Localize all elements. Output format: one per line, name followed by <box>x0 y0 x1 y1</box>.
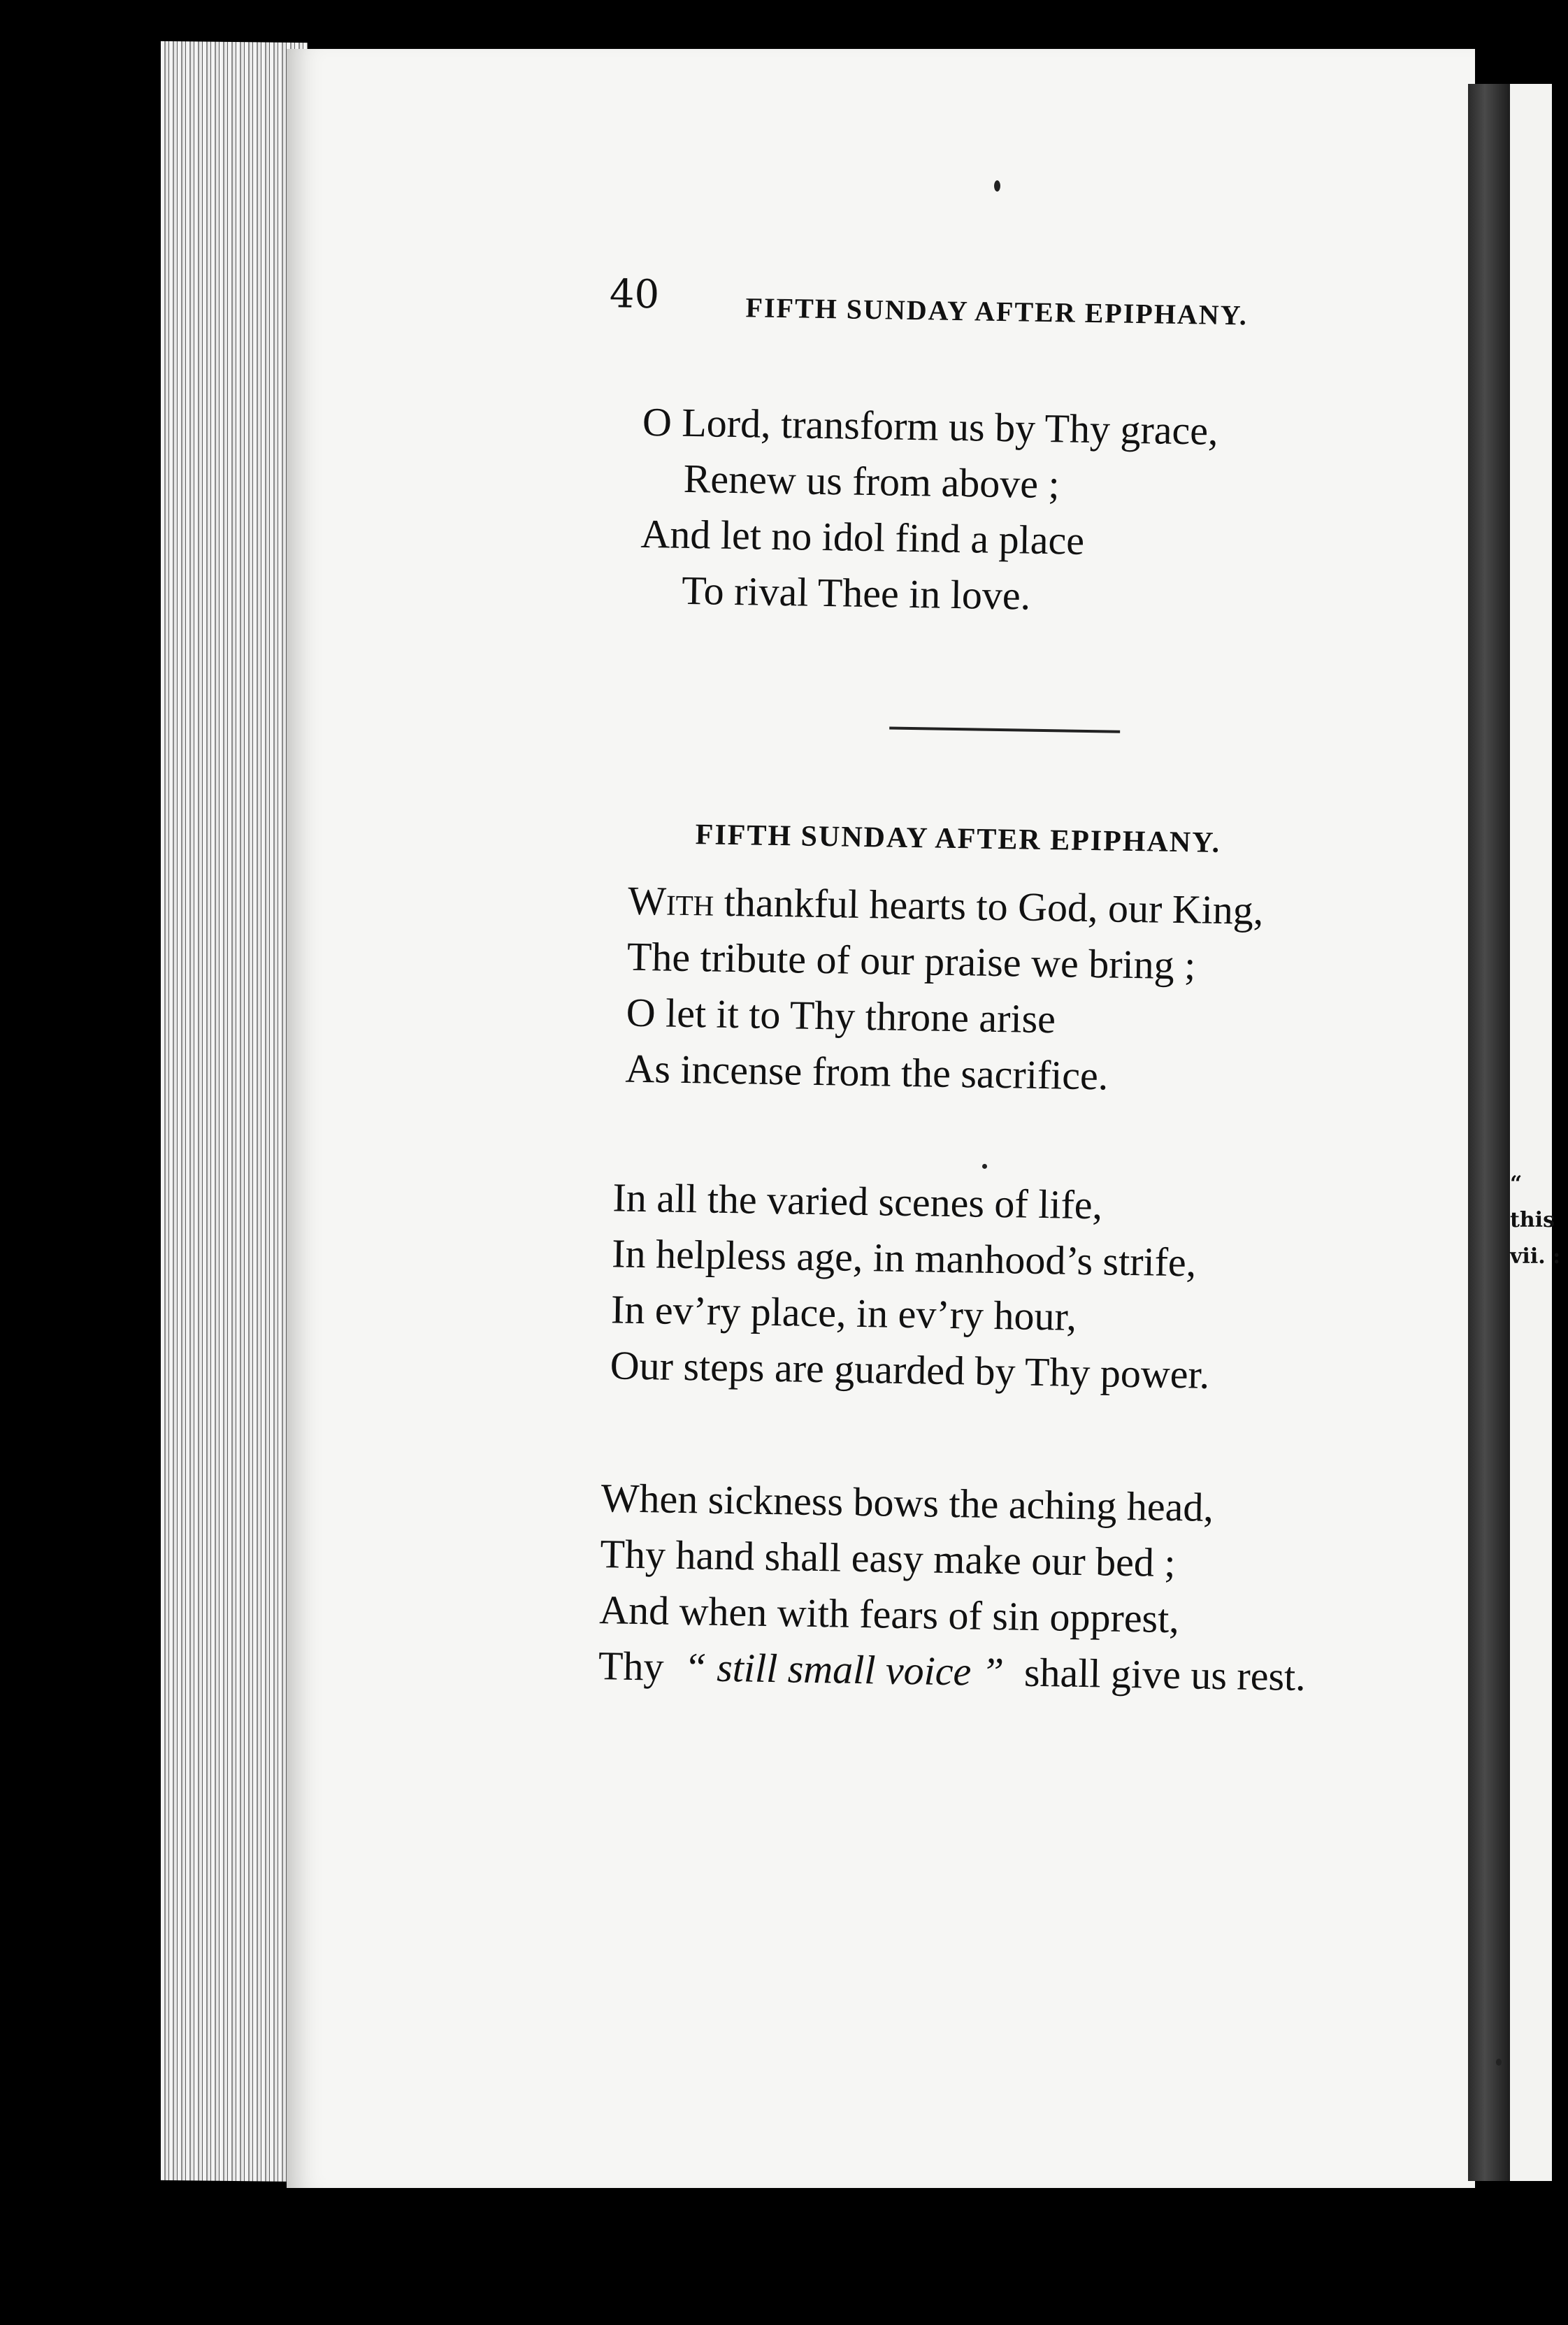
verse-word: Thy <box>598 1643 665 1690</box>
verse-line: To rival Thee in love. <box>681 567 1031 619</box>
verse-line: O let it to Thy throne arise <box>626 989 1056 1042</box>
verse-line-rest: thankful hearts to God, our King, <box>713 879 1264 933</box>
hymn-stanza-2 <box>610 1169 1212 1402</box>
verse-line: The tribute of our praise we bring ; <box>626 933 1196 988</box>
closing-stanza <box>640 394 1219 627</box>
verse-line: Renew us from above ; <box>683 455 1060 508</box>
verse-line: When sickness bows the aching head, <box>600 1475 1214 1530</box>
verse-line: Our steps are guarded by Thy power. <box>610 1342 1210 1397</box>
verse-line: And let no idol find a place <box>640 510 1085 563</box>
running-head: FIFTH SUNDAY AFTER EPIPHANY. <box>745 291 1249 331</box>
verse-line <box>628 873 1264 939</box>
hymn-stanza-3 <box>598 1470 1309 1705</box>
hymn-stanza-1 <box>625 873 1264 1107</box>
fragment-line: “ <box>1510 1172 1523 1196</box>
verse-line: And when with fears of sin opprest, <box>598 1587 1180 1642</box>
hymn-title: FIFTH SUNDAY AFTER EPIPHANY. <box>695 819 1221 859</box>
verse-line: O Lord, transform us by Thy grace, <box>642 398 1219 454</box>
drop-word: With <box>627 877 714 925</box>
verse-line: In all the varied scenes of life, <box>612 1174 1103 1228</box>
verse-line: In helpless age, in manhood’s strife, <box>611 1230 1197 1286</box>
page-number: 40 <box>609 271 660 318</box>
quoted-phrase: “ still small voice ” <box>683 1644 1005 1695</box>
section-divider <box>889 727 1120 733</box>
fragment-line: vii. : <box>1510 1244 1561 1269</box>
fragment-line: this <box>1510 1208 1555 1232</box>
verse-line: Thy hand shall easy make our bed ; <box>600 1531 1177 1586</box>
verse-word: shall give us rest. <box>1023 1649 1307 1700</box>
verse-line: As incense from the sacrifice. <box>624 1045 1109 1099</box>
verse-line <box>598 1638 1306 1705</box>
verse-line: In ev’ry place, in ev’ry hour, <box>610 1286 1077 1339</box>
